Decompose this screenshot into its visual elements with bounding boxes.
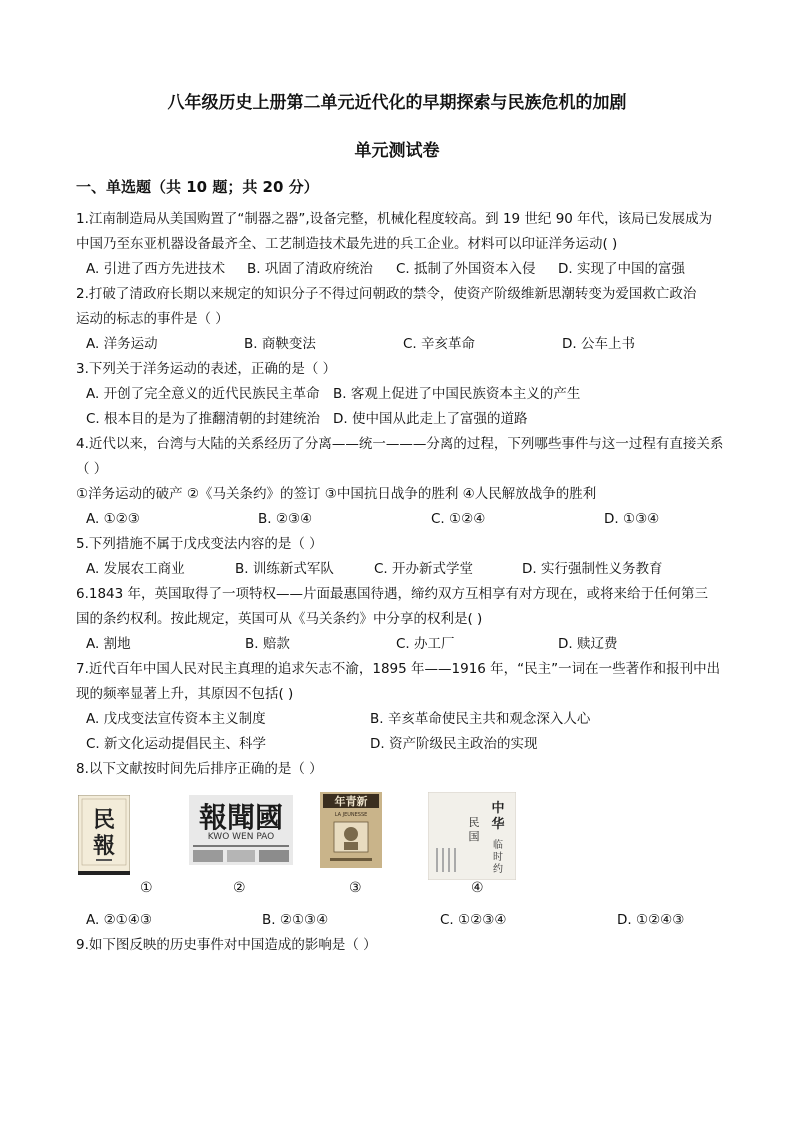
xin-qing-nian-title: 年青新 xyxy=(334,795,368,808)
q7-option-b: B. 辛亥革命使民主共和观念深入人心 xyxy=(370,711,591,727)
q8-option-a: A. ②①④③ xyxy=(86,912,152,928)
min-bao-cover-image xyxy=(78,795,130,875)
q1-option-d: D. 实现了中国的富强 xyxy=(558,261,685,277)
q5-option-a: A. 发展农工商业 xyxy=(86,561,185,577)
q5-option-d: D. 实行强制性义务教育 xyxy=(522,561,663,577)
q4-items: ①洋务运动的破产 ②《马关条约》的签订 ③中国抗日战争的胜利 ④人民解放战争的胜利 xyxy=(76,486,597,502)
section-heading: 一、单选题（共 10 题；共 20 分） xyxy=(76,178,319,196)
q7-stem-line2: 现的频率显著上升，其原因不包括( ) xyxy=(76,686,294,702)
q5-stem: 5.下列措施不属于戊戌变法内容的是（ ） xyxy=(76,536,323,552)
q6-option-b: B. 赔款 xyxy=(245,636,290,652)
guo-wen-bao-title: 報聞國 xyxy=(198,801,284,834)
q6-option-a: A. 割地 xyxy=(86,636,131,652)
q2-option-a: A. 洋务运动 xyxy=(86,336,158,352)
q2-stem-line2: 运动的标志的事件是（ ） xyxy=(76,311,229,327)
q8-stem: 8.以下文献按时间先后排序正确的是（ ） xyxy=(76,761,323,777)
q2-stem-line1: 2.打破了清政府长期以来规定的知识分子不得过问朝政的禁令，使资产阶级维新思潮转变为爱国救亡政治 xyxy=(76,286,697,302)
q8-option-c: C. ①②③④ xyxy=(440,912,507,928)
q6-stem-line2: 国的条约权利。按此规定，英国可从《马关条约》中分享的权利是( ) xyxy=(76,611,483,627)
q1-option-a: A. 引进了西方先进技术 xyxy=(86,261,226,277)
xin-qing-nian-cover-image xyxy=(320,792,382,868)
q1-stem-line2: 中国乃至东亚机器设备最齐全、工艺制造技术最先进的兵工企业。材料可以印证洋务运动( ) xyxy=(76,236,618,252)
q8-option-d: D. ①②④③ xyxy=(617,912,685,928)
q1-stem-line1: 1.江南制造局从美国购置了“制器之器”,设备完整，机械化程度较高。到 19 世纪 90 年代，该局已发展成为 xyxy=(76,211,713,227)
q3-option-d: D. 使中国从此走上了富强的道路 xyxy=(333,411,528,427)
q7-option-d: D. 资产阶级民主政治的实现 xyxy=(370,736,538,752)
constitution-char-guo: 国 xyxy=(468,830,480,843)
q4-option-d: D. ①③④ xyxy=(604,511,660,527)
q4-option-b: B. ②③④ xyxy=(258,511,313,527)
q1-option-b: B. 巩固了清政府统治 xyxy=(247,261,373,277)
q5-option-c: C. 开办新式学堂 xyxy=(374,561,474,577)
min-bao-char-2: 報 xyxy=(92,833,116,859)
guo-wen-bao-subtitle: KWO WEN PAO xyxy=(207,832,275,842)
q3-stem: 3.下列关于洋务运动的表述，正确的是（ ） xyxy=(76,361,337,377)
constitution-char-zhong: 中 xyxy=(491,801,505,816)
q8-caption-2: ② xyxy=(233,880,246,896)
q4-option-a: A. ①②③ xyxy=(86,511,140,527)
q5-option-b: B. 训练新式军队 xyxy=(235,561,334,577)
q3-option-c: C. 根本目的是为了推翻清朝的封建统治 xyxy=(86,411,321,427)
q6-option-c: C. 办工厂 xyxy=(396,636,455,652)
q8-caption-4: ④ xyxy=(471,880,484,896)
q1-option-c: C. 抵制了外国资本入侵 xyxy=(396,261,536,277)
constitution-char-hua: 华 xyxy=(491,817,505,832)
q8-caption-1: ① xyxy=(140,880,153,896)
constitution-char-lin: 临 xyxy=(493,840,503,851)
q3-option-b: B. 客观上促进了中国民族资本主义的产生 xyxy=(333,386,581,402)
doc-title-line1: 八年级历史上册第二单元近代化的早期探索与民族危机的加剧 xyxy=(167,93,627,113)
constitution-char-yue: 约 xyxy=(493,864,503,875)
xin-qing-nian-subtitle: LA JEUNESSE xyxy=(334,812,368,818)
q2-option-c: C. 辛亥革命 xyxy=(403,336,476,352)
q8-caption-3: ③ xyxy=(349,880,362,896)
q2-option-d: D. 公车上书 xyxy=(562,336,635,352)
min-bao-char-1: 民 xyxy=(92,807,116,833)
q8-option-b: B. ②①③④ xyxy=(262,912,329,928)
q6-option-d: D. 赎辽费 xyxy=(558,636,618,652)
q7-stem-line1: 7.近代百年中国人民对民主真理的追求矢志不渝，1895 年——1916 年，“民主”一词在一些著作和报刊中出 xyxy=(76,661,721,677)
constitution-char-shi: 时 xyxy=(493,852,503,863)
q2-option-b: B. 商鞅变法 xyxy=(244,336,316,352)
constitution-char-min: 民 xyxy=(468,816,480,829)
q7-option-a: A. 戊戌变法宣传资本主义制度 xyxy=(86,711,266,727)
guo-wen-bao-image xyxy=(189,795,293,865)
provisional-constitution-image xyxy=(428,792,516,880)
q4-option-c: C. ①②④ xyxy=(431,511,486,527)
q6-stem-line1: 6.1843 年，英国取得了一项特权——片面最惠国待遇，缔约双方互相享有对方现在，或将来给于任何第三 xyxy=(76,586,709,602)
doc-title-line2: 单元测试卷 xyxy=(354,141,440,161)
q4-stem-line1: 4.近代以来，台湾与大陆的关系经历了分离——统一———分离的过程，下列哪些事件与这一过程有直接关系 xyxy=(76,436,724,452)
q9-stem: 9.如下图反映的历史事件对中国造成的影响是（ ） xyxy=(76,937,377,953)
q3-option-a: A. 开创了完全意义的近代民族民主革命 xyxy=(86,386,320,402)
q4-stem-line2: （ ） xyxy=(76,461,108,477)
q7-option-c: C. 新文化运动提倡民主、科学 xyxy=(86,736,267,752)
